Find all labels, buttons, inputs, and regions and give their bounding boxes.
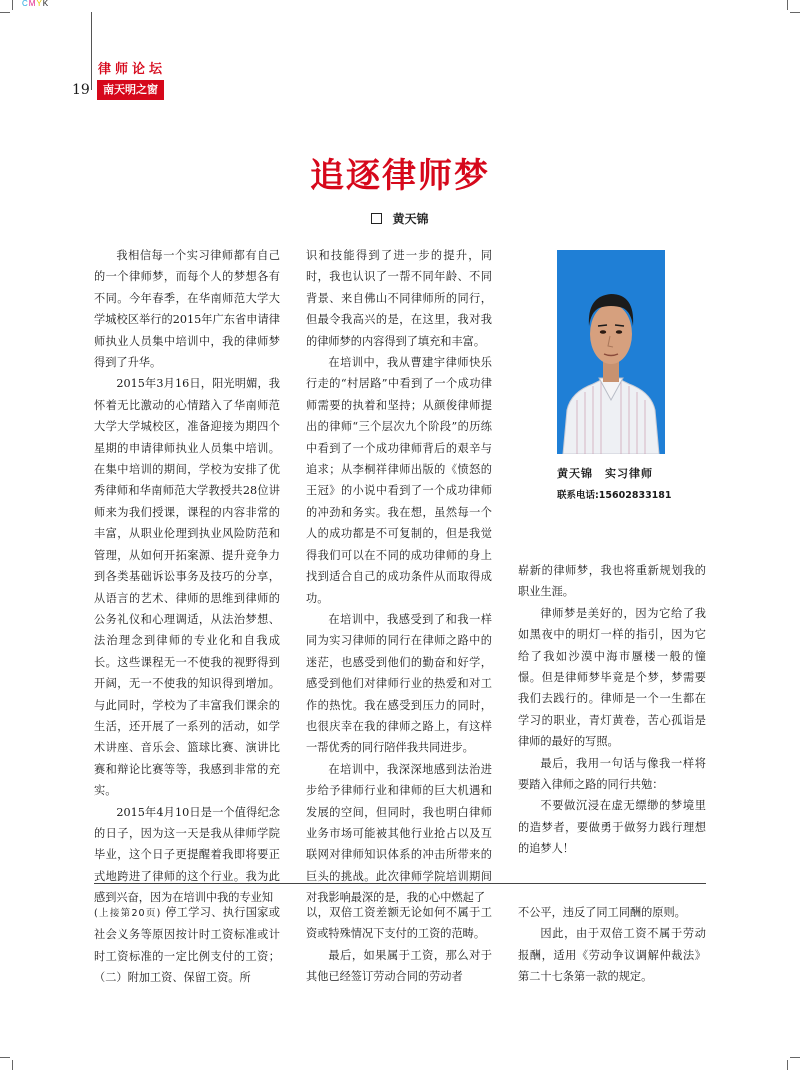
crop-mark bbox=[12, 0, 13, 10]
paragraph: 以，双倍工资差额无论如何不属于工资或特殊情况下支付的工资的范畴。 bbox=[306, 906, 492, 941]
paragraph: 2015年4月10日是一个值得纪念的日子，因为这一天是我从律师学院毕业，这个日子更提醒着我即将要正式地跨进了律师的这个行业。我为此感到兴奋，因为在培训中我的专业知 bbox=[94, 805, 280, 905]
paragraph: 在培训中，我从曹建宇律师快乐行走的“村居路”中看到了一个成功律师需要的执着和坚持；从颜俊律师提出的律师“三个层次九个阶段”的历练中看到了一个成功律师背后的艰辛与追求；从李桐祥律师出版的《愤怒的王冠》的小说中看到了一个成功律师的冲劲和务实。我在想，虽然每一个人的成功都是不可复制的，但是我觉得我们可以在不同的成功律师的身上找到适合自己的成功条件从而取得成功。 bbox=[306, 356, 492, 605]
paragraph: 2015年3月16日，阳光明媚，我怀着无比激动的心情踏入了华南师范大学大学城校区，准备迎接为期四个星期的申请律师执业人员集中培训。在集中培训的期间，学校为安排了优秀律师和华南师范大学教授共28位讲师来为我们授课，课程的内容非常的丰富，从职业伦理到执业风险防范和管理，从如何开拓案源、提升竞争力到各类基础诉讼事务及技巧的分享，从语言的艺术、律师的思维到律师的公务礼仪和心理调适，从法治梦想、法治理念到律师的专业化和自我成长。这些课程无一不使我的视野得到开阔，无一不使我的知识得到增加。与此同时，学校为了丰富我们课余的生活，还开展了一系列的活动，如学术讲座、音乐会、篮球比赛、演讲比赛和辩论比赛等等，我感到非常的充实。 bbox=[94, 377, 280, 798]
byline bbox=[0, 210, 800, 227]
crop-mark bbox=[0, 1057, 10, 1058]
section-title: 律师论坛 bbox=[98, 62, 167, 77]
paragraph: 崭新的律师梦，我也将重新规划我的职业生涯。 bbox=[518, 564, 706, 599]
article-title: 追逐律师梦 bbox=[310, 156, 490, 196]
black-mark: K bbox=[42, 0, 50, 8]
crop-mark bbox=[787, 0, 788, 10]
article-column-1 bbox=[94, 245, 280, 909]
registration-marks bbox=[22, 0, 49, 8]
yellow-mark: Y bbox=[36, 0, 43, 8]
photo-caption-phone: 联系电话:15602833181 bbox=[557, 490, 672, 501]
paragraph: 在培训中，我深深地感到法治进步给予律师行业和律师的巨大机遇和发展的空间，但同时，我也明白律师业务市场可能被其他行业抢占以及互联网对律师知识体系的冲击所带来的巨头的挑战。此次律师学院培训期间对我影响最深的是，我的心中燃起了 bbox=[306, 762, 492, 905]
photo-caption-name: 黄天锦 实习律师 bbox=[557, 467, 653, 480]
crop-mark bbox=[12, 1060, 13, 1070]
cyan-mark: C bbox=[22, 0, 29, 8]
portrait-illustration bbox=[557, 250, 665, 454]
continuation-label: (上接第20页) bbox=[94, 908, 162, 919]
paragraph: 不要做沉浸在虚无缥缈的梦境里的造梦者，要做勇于做努力践行理想的追梦人！ bbox=[518, 799, 706, 856]
paragraph: 最后，如果属于工资，那么对于其他已经签订劳动合同的劳动者 bbox=[306, 948, 492, 984]
continuation-column-2 bbox=[306, 902, 492, 988]
crop-mark bbox=[787, 1060, 788, 1070]
paragraph: 在培训中，我感受到了和我一样同为实习律师的同行在律师之路中的迷茫，也感受到他们的勤奋和好学，感受到他们对律师行业的热爱和对工作的热忱。我在感受到压力的同时，也很庆幸在我的律师之路上，有这样一帮优秀的同行陪伴我共同进步。 bbox=[306, 612, 492, 755]
paragraph: 我相信每一个实习律师都有自己的一个律师梦，而每个人的梦想各有不同。今年春季，在华南师范大学大学城校区举行的2015年广东省申请律师执业人员集中培训中，我的律师梦得到了升华。 bbox=[94, 249, 280, 370]
crop-mark bbox=[0, 12, 10, 13]
paragraph bbox=[94, 902, 280, 989]
header-rule bbox=[91, 12, 92, 90]
article-column-3 bbox=[518, 560, 706, 860]
magenta-mark: M bbox=[28, 0, 37, 8]
author-name: 黄天锦 bbox=[392, 212, 429, 226]
crop-mark bbox=[790, 1057, 800, 1058]
paragraph: 不公平，违反了同工同酬的原则。 bbox=[518, 906, 686, 919]
square-icon bbox=[371, 213, 382, 224]
crop-mark bbox=[790, 12, 800, 13]
paragraph: 律师梦是美好的，因为它给了我如黑夜中的明灯一样的指引，因为它给了我如沙漠中海市蜃楼一般的憧憬。但是律师梦毕竟是个梦，梦需要我们去践行的。律师是一个一生都在学习的职业，青灯黄卷，苦心孤诣是律师的最好的写照。 bbox=[518, 606, 706, 749]
article-column-2 bbox=[306, 245, 492, 909]
section-divider bbox=[94, 883, 706, 884]
continuation-column-1 bbox=[94, 902, 280, 989]
author-photo bbox=[557, 250, 665, 454]
column-tag: 南天明之窗 bbox=[97, 80, 164, 100]
continuation-column-3 bbox=[518, 902, 706, 988]
paragraph: 最后，我用一句话与像我一样将要踏入律师之路的同行共勉： bbox=[518, 756, 706, 792]
continuation-text: 停工学习、执行国家或社会义务等原因按计时工资标准或计时工资标准的一定比例支付的工资；（二）附加工资、保留工资。所 bbox=[94, 906, 280, 985]
paragraph: 识和技能得到了进一步的提升，同时，我也认识了一帮不同年龄、不同背景、来自佛山不同律师所的同行，但最令我高兴的是，在这里，我对我的律师梦的内容得到了填充和丰富。 bbox=[306, 249, 492, 348]
paragraph: 因此，由于双倍工资不属于劳动报酬，适用《劳动争议调解仲裁法》第二十七条第一款的规定。 bbox=[518, 927, 706, 984]
page-number: 19 bbox=[72, 82, 90, 98]
